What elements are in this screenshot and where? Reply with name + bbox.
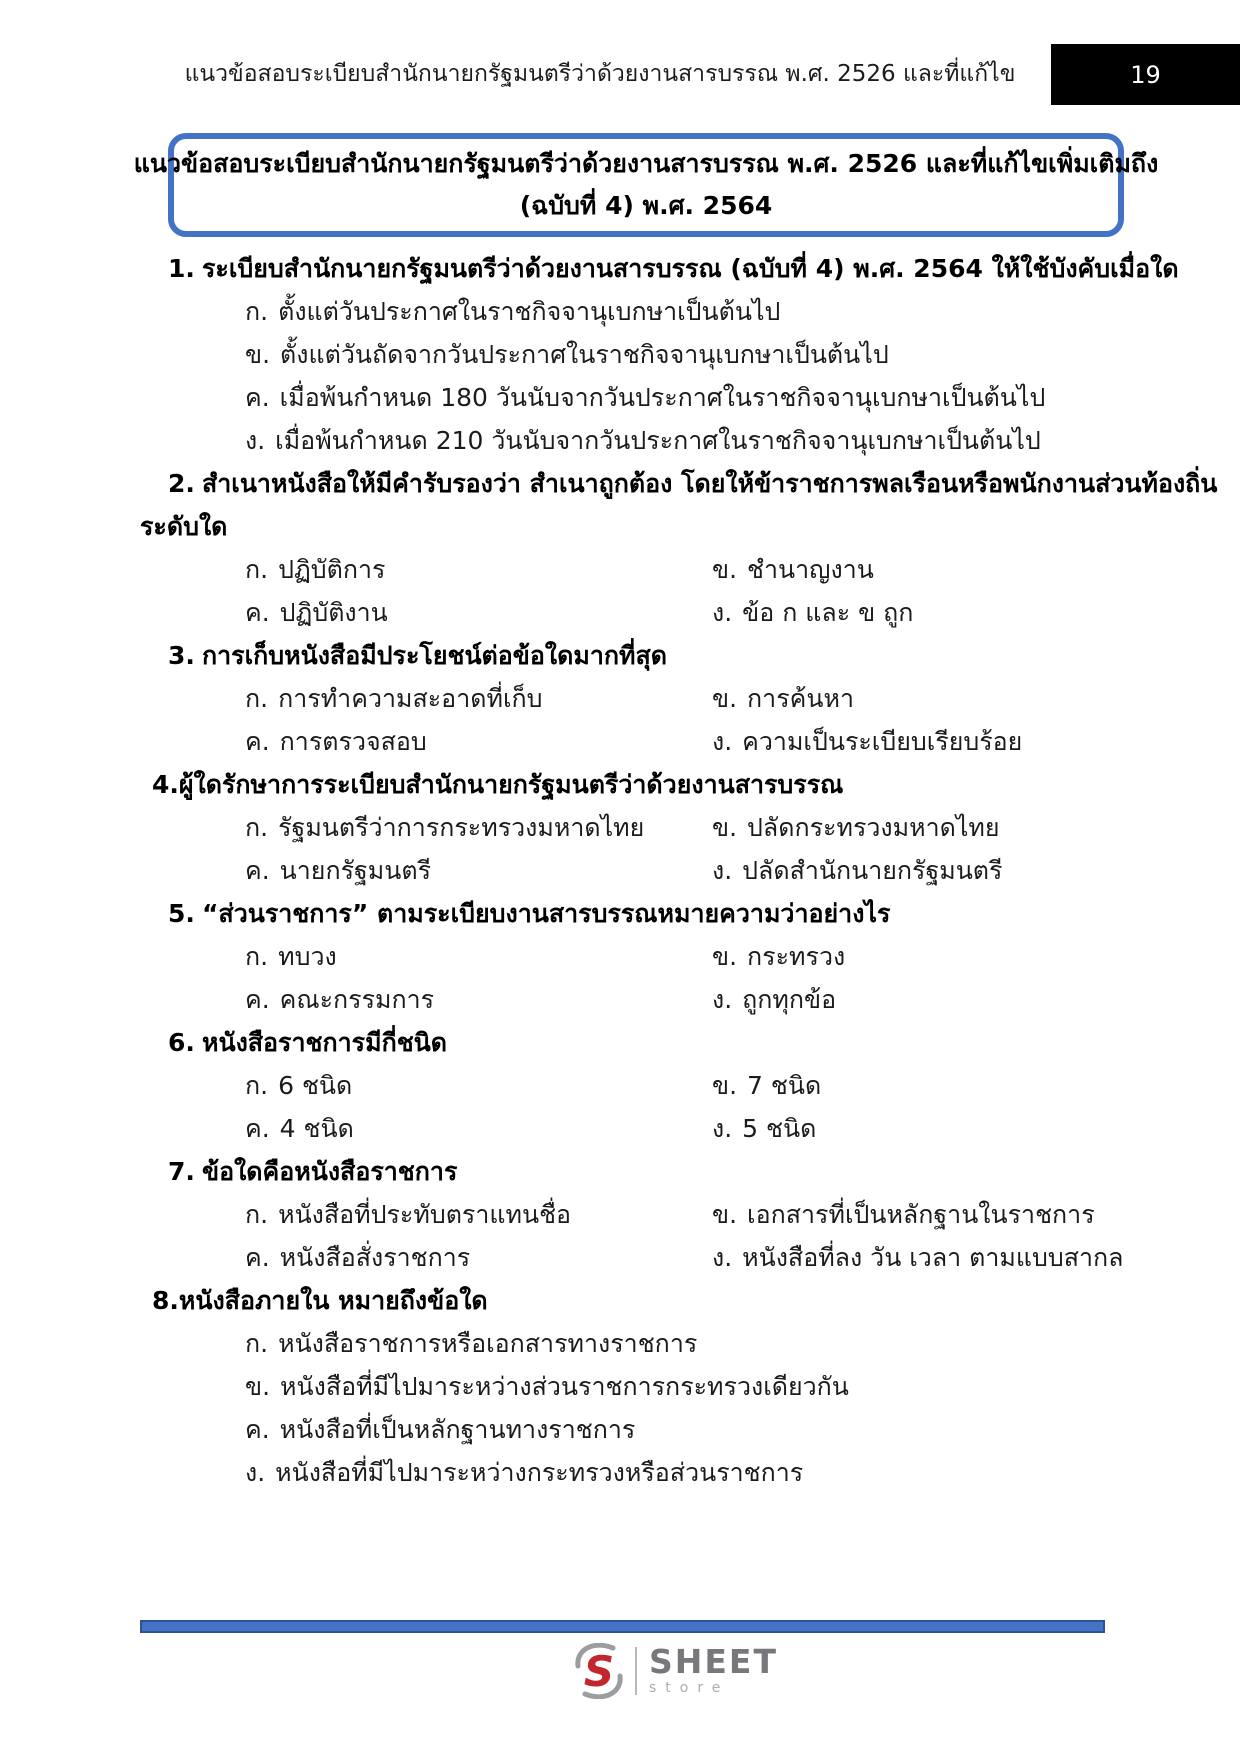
question-2-option-c: ค. ปฏิบัติงาน (245, 598, 388, 627)
question-2-text: 2. สำเนาหนังสือให้มีคำรับรองว่า สำเนาถูกต้อง โดยให้ข้าราชการพลเรือนหรือพนักงานส่วนท้องถิ่น (140, 462, 1150, 505)
question-number: 2. (168, 469, 195, 498)
question-3 (140, 634, 1150, 763)
exam-title-line-1: แนวข้อสอบระเบียบสำนักนายกรัฐมนตรีว่าด้วยงานสารบรรณ พ.ศ. 2526 และที่แก้ไขเพิ่มเติมถึง (133, 149, 1159, 178)
question-1-option-d: ง. เมื่อพ้นกำหนด 210 วันนับจากวันประกาศในราชกิจจานุเบกษาเป็นต้นไป (245, 426, 1041, 455)
question-1-text: 1. ระเบียบสำนักนายกรัฐมนตรีว่าด้วยงานสารบรรณ (ฉบับที่ 4) พ.ศ. 2564 ให้ใช้บังคับเมื่อใด (140, 247, 1150, 290)
question-4-option-a: ก. รัฐมนตรีว่าการกระทรวงมหาดไทย (245, 813, 645, 842)
sheet-store-logo (573, 1643, 778, 1699)
question-3-option-a: ก. การทำความสะอาดที่เก็บ (245, 684, 543, 713)
question-8-option-c: ค. หนังสือที่เป็นหลักฐานทางราชการ (245, 1415, 636, 1444)
question-7-option-c: ค. หนังสือสั่งราชการ (245, 1243, 471, 1272)
question-1-option-b: ข. ตั้งแต่วันถัดจากวันประกาศในราชกิจจานุเบกษาเป็นต้นไป (245, 340, 889, 369)
question-number: 7. (168, 1157, 195, 1186)
svg-text:S: S (583, 1647, 615, 1696)
logo-text-store: store (649, 1680, 730, 1696)
question-6-option-d: ง. 5 ชนิด (712, 1114, 817, 1143)
question-7-options-row-2 (140, 1236, 1150, 1279)
question-3-option-b: ข. การค้นหา (712, 684, 854, 713)
question-number: 8. (152, 1286, 179, 1315)
question-4-option-c: ค. นายกรัฐมนตรี (245, 856, 432, 885)
question-number: 4. (152, 770, 179, 799)
question-6-option-a: ก. 6 ชนิด (245, 1071, 353, 1100)
logo-wordmark (649, 1642, 778, 1696)
question-5-option-a: ก. ทบวง (245, 942, 337, 971)
question-7-options-row-1 (140, 1193, 1150, 1236)
question-5-text: 5. “ส่วนราชการ” ตามระเบียบงานสารบรรณหมายความว่าอย่างไร (140, 892, 1150, 935)
question-number: 5. (168, 899, 195, 928)
question-6 (140, 1021, 1150, 1150)
question-2-options-row-2 (140, 591, 1150, 634)
question-2 (140, 462, 1218, 634)
question-7-option-b: ข. เอกสารที่เป็นหลักฐานในราชการ (712, 1200, 1095, 1229)
question-6-text: 6. หนังสือราชการมีกี่ชนิด (140, 1021, 1150, 1064)
question-2-option-b: ข. ชำนาญงาน (712, 555, 874, 584)
question-8-text: 8.หนังสือภายใน หมายถึงข้อใด (140, 1279, 1150, 1322)
question-4 (140, 763, 1150, 892)
question-4-option-b: ข. ปลัดกระทรวงมหาดไทย (712, 813, 1000, 842)
question-7-option-a: ก. หนังสือที่ประทับตราแทนชื่อ (245, 1200, 572, 1229)
logo-text-sheet: SHEET (649, 1642, 778, 1681)
question-4-option-d: ง. ปลัดสำนักนายกรัฐมนตรี (712, 856, 1003, 885)
question-3-option-c: ค. การตรวจสอบ (245, 727, 427, 756)
question-6-option-c: ค. 4 ชนิด (245, 1114, 354, 1143)
footer-divider-bar (140, 1620, 1105, 1633)
question-1-option-a: ก. ตั้งแต่วันประกาศในราชกิจจานุเบกษาเป็นต้นไป (245, 297, 781, 326)
question-4-options-row-2 (140, 849, 1150, 892)
question-7-text: 7. ข้อใดคือหนังสือราชการ (140, 1150, 1150, 1193)
question-1 (140, 247, 1179, 462)
question-number: 6. (168, 1028, 195, 1057)
question-8 (140, 1279, 1150, 1494)
question-2-option-d: ง. ข้อ ก และ ข ถูก (712, 598, 914, 627)
question-5 (140, 892, 1150, 1021)
question-6-option-b: ข. 7 ชนิด (712, 1071, 822, 1100)
question-3-text: 3. การเก็บหนังสือมีประโยชน์ต่อข้อใดมากที่สุด (140, 634, 1150, 677)
question-3-options-row-2 (140, 720, 1150, 763)
question-8-option-a: ก. หนังสือราชการหรือเอกสารทางราชการ (245, 1329, 698, 1358)
question-list (140, 247, 1218, 1494)
question-4-options-row-1 (140, 806, 1150, 849)
logo-s-icon (573, 1643, 625, 1699)
question-7 (140, 1150, 1150, 1279)
question-number: 3. (168, 641, 195, 670)
question-5-option-d: ง. ถูกทุกข้อ (712, 985, 837, 1014)
question-7-option-d: ง. หนังสือที่ลง วัน เวลา ตามแบบสากล (712, 1243, 1124, 1272)
question-2-options-row-1 (140, 548, 1150, 591)
running-header-title: แนวข้อสอบระเบียบสำนักนายกรัฐมนตรีว่าด้วยงานสารบรรณ พ.ศ. 2526 และที่แก้ไข (184, 61, 1016, 87)
question-number: 1. (168, 254, 195, 283)
question-8-option-b: ข. หนังสือที่มีไปมาระหว่างส่วนราชการกระทรวงเดียวกัน (245, 1372, 849, 1401)
page-number: 19 (1130, 60, 1161, 89)
question-3-option-d: ง. ความเป็นระเบียบเรียบร้อย (712, 727, 1023, 756)
question-6-options-row-1 (140, 1064, 1150, 1107)
question-6-options-row-2 (140, 1107, 1150, 1150)
question-1-option-c: ค. เมื่อพ้นกำหนด 180 วันนับจากวันประกาศในราชกิจจานุเบกษาเป็นต้นไป (245, 383, 1046, 412)
exam-title-line-2: (ฉบับที่ 4) พ.ศ. 2564 (519, 191, 773, 220)
page-number-box (1051, 44, 1240, 105)
question-5-options-row-1 (140, 935, 1150, 978)
question-3-options-row-1 (140, 677, 1150, 720)
question-5-option-c: ค. คณะกรรมการ (245, 985, 435, 1014)
logo-divider-line (635, 1647, 637, 1695)
question-5-option-b: ข. กระทรวง (712, 942, 846, 971)
question-5-options-row-2 (140, 978, 1150, 1021)
question-2-text-wrap: ระดับใด (140, 512, 228, 541)
question-4-text: 4.ผู้ใดรักษาการระเบียบสำนักนายกรัฐมนตรีว่าด้วยงานสารบรรณ (140, 763, 1150, 806)
exam-title-box (133, 133, 1159, 237)
question-2-option-a: ก. ปฏิบัติการ (245, 555, 386, 584)
question-8-option-d: ง. หนังสือที่มีไปมาระหว่างกระทรวงหรือส่วนราชการ (245, 1458, 804, 1487)
